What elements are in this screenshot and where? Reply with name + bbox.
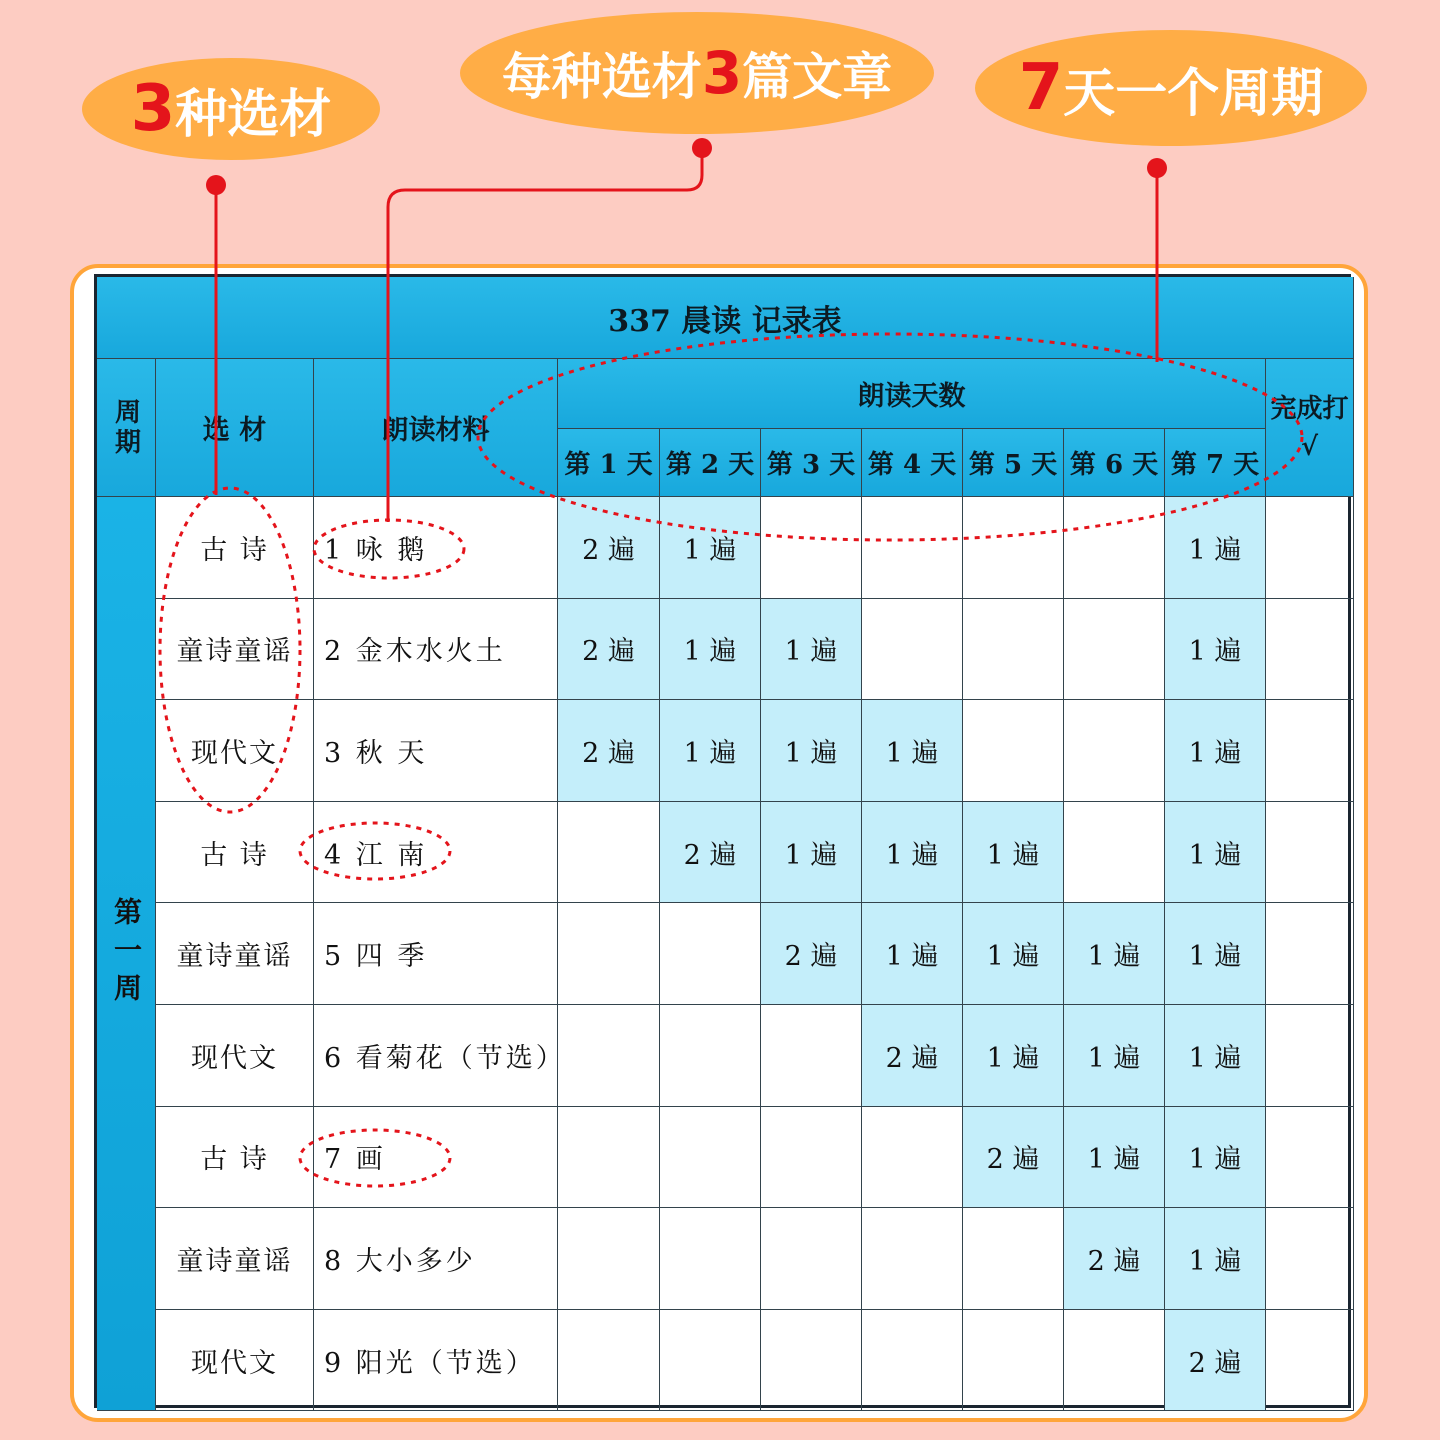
day-count-cell: 2 遍 — [1064, 1208, 1165, 1310]
material-title-cell: 8 大小多少 — [314, 1208, 558, 1310]
day-count-cell — [1064, 700, 1165, 802]
callout-number: 3 — [701, 39, 743, 107]
callout-text-pre: 每种选材 — [501, 48, 702, 106]
day-count-cell: 1 遍 — [761, 700, 862, 802]
material-title-cell: 1 咏 鹅 — [314, 497, 558, 599]
header-day-6: 第 6 天 — [1064, 429, 1165, 497]
completion-check-cell[interactable] — [1266, 903, 1354, 1005]
day-count-cell — [660, 1005, 761, 1107]
day-count-cell — [660, 903, 761, 1005]
day-count-cell: 1 遍 — [862, 802, 963, 904]
completion-check-cell[interactable] — [1266, 802, 1354, 904]
day-count-cell: 1 遍 — [761, 802, 862, 904]
day-count-cell: 2 遍 — [660, 802, 761, 904]
day-count-cell: 1 遍 — [1165, 599, 1266, 701]
day-count-cell: 1 遍 — [862, 700, 963, 802]
callout-seven-days — [975, 30, 1367, 146]
day-count-cell: 1 遍 — [1165, 1005, 1266, 1107]
day-count-cell — [1064, 599, 1165, 701]
genre-cell: 现代文 — [156, 1005, 314, 1107]
day-count-cell: 2 遍 — [761, 903, 862, 1005]
day-count-cell: 1 遍 — [660, 599, 761, 701]
day-count-cell: 1 遍 — [660, 497, 761, 599]
material-title-cell: 4 江 南 — [314, 802, 558, 904]
day-count-cell — [862, 497, 963, 599]
callout-three-genres — [82, 58, 380, 160]
header-days: 朗读天数 — [558, 359, 1266, 429]
header-day-7: 第 7 天 — [1165, 429, 1266, 497]
day-count-cell: 2 遍 — [862, 1005, 963, 1107]
header-genre: 选 材 — [156, 359, 314, 497]
header-day-4: 第 4 天 — [862, 429, 963, 497]
completion-check-cell[interactable] — [1266, 1005, 1354, 1107]
header-done: 完成打√ — [1266, 359, 1354, 497]
day-count-cell: 1 遍 — [963, 903, 1064, 1005]
day-count-cell — [558, 1208, 660, 1310]
completion-check-cell[interactable] — [1266, 599, 1354, 701]
day-count-cell — [558, 1107, 660, 1209]
table-title: 337 晨读 记录表 — [97, 277, 1354, 359]
day-count-cell — [761, 1005, 862, 1107]
day-count-cell: 1 遍 — [1165, 1107, 1266, 1209]
genre-cell: 现代文 — [156, 1310, 314, 1412]
day-count-cell — [660, 1310, 761, 1412]
completion-check-cell[interactable] — [1266, 1107, 1354, 1209]
callout-text-post: 篇文章 — [742, 48, 893, 106]
day-count-cell — [761, 497, 862, 599]
day-count-cell — [558, 802, 660, 904]
day-count-cell: 1 遍 — [1064, 903, 1165, 1005]
day-count-cell — [558, 1005, 660, 1107]
day-count-cell: 1 遍 — [1064, 1005, 1165, 1107]
header-period: 周期 — [97, 359, 156, 497]
genre-cell: 古 诗 — [156, 802, 314, 904]
callout-three-articles — [460, 12, 934, 134]
genre-cell: 现代文 — [156, 700, 314, 802]
day-count-cell — [1064, 802, 1165, 904]
material-title-cell: 7 画 — [314, 1107, 558, 1209]
day-count-cell — [558, 1310, 660, 1412]
header-material: 朗读材料 — [314, 359, 558, 497]
genre-cell: 古 诗 — [156, 497, 314, 599]
callout-number: 3 — [130, 72, 176, 146]
genre-cell: 古 诗 — [156, 1107, 314, 1209]
day-count-cell — [660, 1107, 761, 1209]
material-title-cell: 2 金木水火土 — [314, 599, 558, 701]
genre-cell: 童诗童谣 — [156, 903, 314, 1005]
day-count-cell: 2 遍 — [558, 497, 660, 599]
completion-check-cell[interactable] — [1266, 1208, 1354, 1310]
day-count-cell: 1 遍 — [660, 700, 761, 802]
day-count-cell — [862, 1208, 963, 1310]
connector-dot-days — [1147, 158, 1167, 178]
day-count-cell: 1 遍 — [963, 1005, 1064, 1107]
day-count-cell: 1 遍 — [1064, 1107, 1165, 1209]
material-title-cell: 3 秋 天 — [314, 700, 558, 802]
material-title-cell: 9 阳光（节选） — [314, 1310, 558, 1412]
day-count-cell: 1 遍 — [761, 599, 862, 701]
day-count-cell — [963, 497, 1064, 599]
day-count-cell: 2 遍 — [1165, 1310, 1266, 1412]
day-count-cell: 1 遍 — [1165, 700, 1266, 802]
callout-number: 7 — [1018, 51, 1064, 125]
day-count-cell — [558, 903, 660, 1005]
day-count-cell — [1064, 497, 1165, 599]
header-day-2: 第 2 天 — [660, 429, 761, 497]
day-count-cell — [660, 1208, 761, 1310]
day-count-cell — [761, 1208, 862, 1310]
day-count-cell: 1 遍 — [1165, 903, 1266, 1005]
completion-check-cell[interactable] — [1266, 497, 1354, 599]
day-count-cell — [761, 1310, 862, 1412]
callout-text: 种选材 — [175, 84, 332, 145]
connector-dot-articles — [692, 138, 712, 158]
completion-check-cell[interactable] — [1266, 700, 1354, 802]
day-count-cell: 2 遍 — [558, 700, 660, 802]
connector-dot-genres — [206, 175, 226, 195]
day-count-cell — [862, 1310, 963, 1412]
reading-record-table — [94, 274, 1351, 1408]
day-count-cell — [963, 700, 1064, 802]
day-count-cell — [963, 599, 1064, 701]
material-title-cell: 5 四 季 — [314, 903, 558, 1005]
day-count-cell — [1064, 1310, 1165, 1412]
material-title-cell: 6 看菊花（节选） — [314, 1005, 558, 1107]
day-count-cell: 2 遍 — [963, 1107, 1064, 1209]
callout-text: 天一个周期 — [1063, 63, 1324, 124]
day-count-cell — [761, 1107, 862, 1209]
day-count-cell: 1 遍 — [1165, 802, 1266, 904]
header-day-3: 第 3 天 — [761, 429, 862, 497]
day-count-cell: 1 遍 — [963, 802, 1064, 904]
header-day-5: 第 5 天 — [963, 429, 1064, 497]
day-count-cell: 1 遍 — [862, 903, 963, 1005]
genre-cell: 童诗童谣 — [156, 1208, 314, 1310]
day-count-cell — [963, 1310, 1064, 1412]
day-count-cell — [963, 1208, 1064, 1310]
genre-cell: 童诗童谣 — [156, 599, 314, 701]
completion-check-cell[interactable] — [1266, 1310, 1354, 1412]
header-day-1: 第 1 天 — [558, 429, 660, 497]
day-count-cell — [862, 1107, 963, 1209]
day-count-cell: 2 遍 — [558, 599, 660, 701]
day-count-cell — [862, 599, 963, 701]
day-count-cell: 1 遍 — [1165, 497, 1266, 599]
week-label: 第一周 — [97, 497, 156, 1411]
day-count-cell: 1 遍 — [1165, 1208, 1266, 1310]
